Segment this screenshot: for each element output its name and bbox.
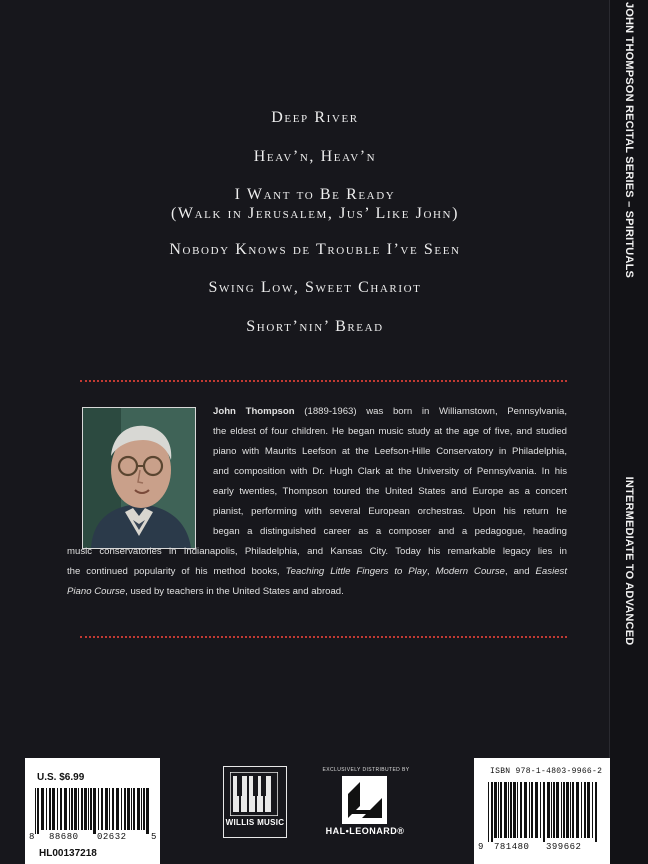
barcode-bar <box>488 782 489 842</box>
upc-barcode <box>35 788 151 830</box>
barcode-bar <box>116 788 119 830</box>
ean-digits-group-2: 399662 <box>546 842 582 852</box>
barcode-bar <box>93 788 96 834</box>
barcode-bar <box>90 788 92 830</box>
barcode-bar <box>494 782 497 838</box>
willis-piano-keys-icon <box>230 772 278 816</box>
barcode-bar <box>547 782 550 838</box>
barcode-bar <box>112 788 114 830</box>
song-title-5: Swing Low, Sweet Chariot <box>208 279 422 296</box>
barcode-bar <box>133 788 135 830</box>
barcode-bar <box>88 788 89 830</box>
barcode-bar <box>57 788 58 830</box>
barcode-bar <box>143 788 145 830</box>
bio-book-title-2: Modern Course <box>435 566 505 577</box>
barcode-bar <box>52 788 55 830</box>
barcode-bar <box>543 782 545 842</box>
barcode-bar <box>35 788 36 834</box>
barcode-bar <box>529 782 530 838</box>
isbn-barcode <box>488 782 600 838</box>
ean-digit-first: 9 <box>478 842 484 852</box>
barcode-bar <box>561 782 562 838</box>
barcode-bar <box>121 788 122 830</box>
barcode-bar <box>556 782 559 838</box>
upc-digits-group-1: 88680 <box>49 832 79 842</box>
barcode-bar <box>540 782 541 838</box>
barcode-bar <box>74 788 77 830</box>
song-title-1: Deep River <box>271 109 359 126</box>
bottom-dotted-divider <box>80 636 567 638</box>
distributor-label: EXCLUSIVELY DISTRIBUTED BY <box>322 767 410 773</box>
barcode-bar <box>576 782 579 838</box>
spine-series-title: JOHN THOMPSON RECITAL SERIES – SPIRITUALS <box>623 1 635 279</box>
barcode-bar <box>513 782 516 838</box>
song-title-2: Heav’n, Heav’n <box>253 148 377 165</box>
upc-digit-right: 5 <box>151 832 157 842</box>
bio-line-10 <box>67 582 567 602</box>
bio-book-title-1: Teaching Little Fingers to Play <box>285 566 427 577</box>
barcode-bar <box>41 788 44 830</box>
price-label: U.S. $6.99 <box>37 772 85 783</box>
barcode-bar <box>566 782 569 838</box>
bio-text-9c: , <box>426 566 436 577</box>
bio-composer-name: John Thompson <box>213 406 295 417</box>
barcode-bar <box>551 782 552 838</box>
bio-line-1 <box>67 402 567 422</box>
barcode-bar <box>71 788 73 830</box>
barcode-bar <box>64 788 67 830</box>
barcode-bar <box>524 782 527 838</box>
bio-line-7: began a distinguished career as a composer and a pedagogue, heading <box>213 526 567 537</box>
song-title-3: I Want to Be Ready <box>234 186 396 203</box>
upc-digit-left: 8 <box>29 832 35 842</box>
upc-price-box <box>25 758 160 864</box>
barcode-bar <box>141 788 142 830</box>
barcode-bar <box>587 782 590 838</box>
barcode-bar <box>49 788 51 830</box>
barcode-bar <box>146 788 149 834</box>
barcode-bar <box>498 782 499 838</box>
bio-line-8: music conservatories in Indianapolis, Philadelphia, and Kansas City. Today his remarkable legacy lies in <box>67 546 567 557</box>
barcode-bar <box>101 788 103 830</box>
barcode-bar <box>69 788 70 830</box>
barcode-bar <box>504 782 507 838</box>
barcode-bar <box>109 788 110 830</box>
bio-line-9 <box>67 562 567 582</box>
song-title-6: Short’nin’ Bread <box>246 318 384 335</box>
barcode-bar <box>563 782 565 838</box>
barcode-bar <box>584 782 586 838</box>
bio-book-title-3a: Easiest <box>535 566 567 577</box>
hal-leonard-logo-icon <box>342 776 387 824</box>
bio-line-3: piano with Maurits Leefson at the Leefson-Hille Conservatory in Philadelphia, <box>213 446 567 457</box>
barcode-bar <box>508 782 509 838</box>
bio-text-1: (1889-1963) was born in Williamstown, Pennsylvania, <box>294 406 568 417</box>
bio-text-9a: the continued popularity of his method books, <box>67 566 286 577</box>
composer-biography <box>67 402 567 602</box>
ean-digits-group-1: 781480 <box>494 842 530 852</box>
barcode-bar <box>535 782 538 838</box>
barcode-bar <box>98 788 99 830</box>
song-title-3-subtitle: (Walk in Jerusalem, Jus’ Like John) <box>170 205 460 222</box>
barcode-bar <box>46 788 47 830</box>
barcode-bar <box>500 782 502 838</box>
isbn-box <box>474 758 610 864</box>
barcode-bar <box>131 788 132 830</box>
song-title-4: Nobody Knows de Trouble I’ve Seen <box>169 241 461 258</box>
barcode-bar <box>37 788 39 834</box>
barcode-bar <box>84 788 87 830</box>
barcode-bar <box>127 788 130 830</box>
barcode-bar <box>78 788 79 830</box>
barcode-bar <box>572 782 574 838</box>
barcode-bar <box>105 788 108 830</box>
item-number: HL00137218 <box>39 848 97 859</box>
barcode-bar <box>531 782 533 838</box>
isbn-label: ISBN 978-1-4803-9966-2 <box>490 767 603 776</box>
top-dotted-divider <box>80 380 567 382</box>
willis-music-text: WILLIS MUSIC <box>225 818 285 827</box>
barcode-bar <box>491 782 493 842</box>
barcode-bar <box>517 782 518 838</box>
spine-level: INTERMEDIATE TO ADVANCED <box>623 476 635 646</box>
willis-music-logo <box>223 766 287 838</box>
barcode-bar <box>520 782 522 838</box>
bio-line-6: pianist, performing with several European orchestras. Upon his return he <box>213 506 567 517</box>
bio-line-4: and composition with Dr. Hugh Clark at the University of Pennsylvania. In his <box>213 466 567 477</box>
bio-line-5: early twenties, Thompson toured the United States and Europe as a concert <box>213 486 567 497</box>
barcode-bar <box>570 782 571 838</box>
bio-text-9e: , and <box>504 566 536 577</box>
book-spine <box>609 0 648 864</box>
barcode-bar <box>137 788 140 830</box>
bio-line-2: the eldest of four children. He began music study at the age of five, and studied <box>213 426 567 437</box>
barcode-bar <box>581 782 582 838</box>
hal-leonard-name: HAL•LEONARD® <box>325 826 405 836</box>
barcode-bar <box>60 788 62 830</box>
barcode-bar <box>81 788 83 830</box>
bio-book-title-3b: Piano Course <box>67 586 126 597</box>
barcode-bar <box>595 782 597 842</box>
barcode-bar <box>592 782 593 838</box>
bio-text-10b: , used by teachers in the United States and abroad. <box>125 586 344 597</box>
upc-digits-group-2: 02632 <box>97 832 127 842</box>
barcode-bar <box>510 782 512 838</box>
barcode-bar <box>124 788 126 830</box>
barcode-bar <box>553 782 555 838</box>
